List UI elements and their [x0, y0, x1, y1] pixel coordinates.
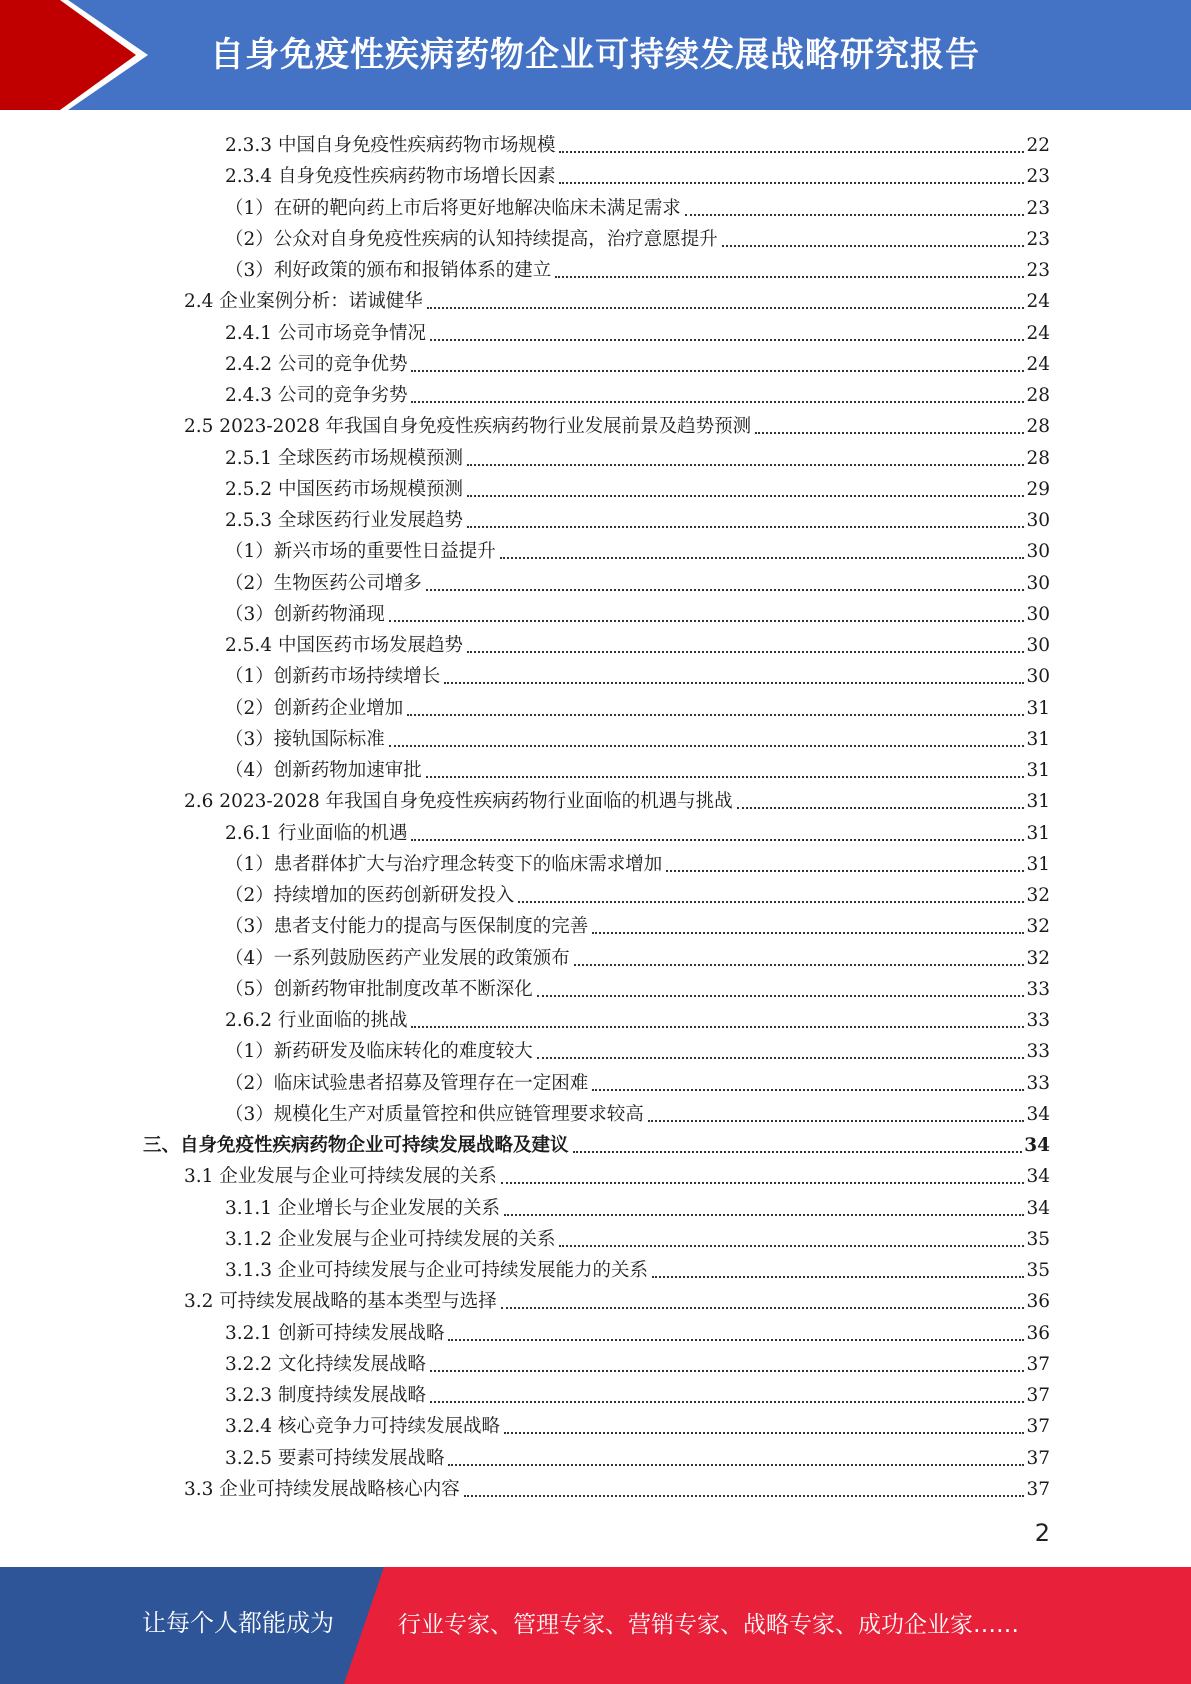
- toc-entry-page: 28: [1026, 385, 1050, 406]
- toc-dot-leader: [407, 714, 1024, 716]
- toc-entry[interactable]: [143, 1127, 1050, 1158]
- toc-entry-title: 3.2.4 核心竞争力可持续发展战略: [225, 1416, 500, 1438]
- toc-entry[interactable]: [184, 1158, 1050, 1189]
- toc-entry[interactable]: [225, 908, 1050, 939]
- toc-entry-title: （2）创新药企业增加: [225, 697, 404, 719]
- toc-entry-page: 35: [1026, 1228, 1050, 1250]
- toc-entry-page: 35: [1026, 1260, 1050, 1281]
- toc-entry-page: 37: [1026, 1353, 1050, 1375]
- toc-entry-title: 2.5.3 全球医药行业发展趋势: [225, 510, 463, 531]
- toc-entry[interactable]: [225, 846, 1050, 877]
- toc-entry-title: （3）接轨国际标准: [225, 728, 385, 750]
- toc-entry-page: 33: [1026, 1072, 1050, 1094]
- toc-entry-title: （4）创新药物加速审批: [225, 760, 422, 781]
- toc-entry-page: 33: [1026, 978, 1050, 1000]
- toc-entry-title: （3）患者支付能力的提高与医保制度的完善: [225, 916, 589, 938]
- toc-dot-leader: [430, 1401, 1024, 1403]
- toc-entry-page: 28: [1026, 416, 1050, 438]
- toc-entry-page: 24: [1026, 353, 1050, 375]
- toc-dot-leader: [501, 1307, 1025, 1309]
- toc-entry-page: 31: [1026, 760, 1050, 781]
- toc-entry-page: 30: [1026, 666, 1050, 688]
- toc-dot-leader: [411, 839, 1024, 841]
- toc-entry-title: 2.5.1 全球医药市场规模预测: [225, 447, 463, 469]
- toc-entry-title: 三、自身免疫性疾病药物企业可持续发展战略及建议: [143, 1135, 569, 1156]
- toc-entry-title: （3）利好政策的颁布和报销体系的建立: [225, 260, 552, 281]
- toc-entry-page: 32: [1026, 947, 1050, 969]
- toc-entry[interactable]: [225, 1315, 1050, 1346]
- toc-entry[interactable]: [225, 377, 1050, 408]
- toc-entry-page: 23: [1026, 260, 1050, 281]
- toc-entry-page: 34: [1026, 1166, 1050, 1188]
- toc-entry[interactable]: [225, 252, 1050, 283]
- toc-entry[interactable]: [225, 502, 1050, 533]
- toc-entry-page: 32: [1026, 916, 1050, 938]
- toc-entry[interactable]: [225, 721, 1050, 752]
- toc-entry[interactable]: [184, 408, 1050, 439]
- toc-dot-leader: [574, 964, 1025, 966]
- toc-dot-leader: [737, 807, 1025, 809]
- toc-entry-title: 2.3.4 自身免疫性疾病药物市场增长因素: [225, 166, 556, 188]
- toc-entry-page: 32: [1026, 885, 1050, 906]
- toc-dot-leader: [652, 1276, 1024, 1278]
- footer-slogan-left: 让每个人都能成为: [142, 1609, 334, 1637]
- toc-entry-page: 37: [1026, 1385, 1050, 1406]
- toc-entry[interactable]: [225, 596, 1050, 627]
- toc-dot-leader: [559, 1245, 1024, 1247]
- toc-entry[interactable]: [184, 783, 1050, 814]
- toc-entry-title: 2.6.2 行业面临的挑战: [225, 1010, 408, 1031]
- toc-entry[interactable]: [225, 127, 1050, 158]
- toc-entry-page: 30: [1026, 572, 1050, 594]
- toc-dot-leader: [559, 151, 1024, 153]
- toc-dot-leader: [559, 182, 1024, 184]
- toc-entry[interactable]: [225, 877, 1050, 908]
- toc-entry-title: 2.4.2 公司的竞争优势: [225, 353, 408, 375]
- toc-entry-title: 3.2.2 文化持续发展战略: [225, 1353, 426, 1375]
- toc-entry-title: 3.2.3 制度持续发展战略: [225, 1385, 426, 1406]
- toc-entry[interactable]: [225, 658, 1050, 689]
- toc-entry-title: 2.5 2023-2028 年我国自身免疫性疾病药物行业发展前景及趋势预测: [184, 416, 752, 438]
- toc-dot-leader: [427, 307, 1025, 309]
- toc-entry-page: 34: [1024, 1135, 1050, 1156]
- toc-entry-title: 3.3 企业可持续发展战略核心内容: [184, 1478, 460, 1500]
- toc-dot-leader: [537, 1057, 1025, 1059]
- toc-entry-title: （1）新兴市场的重要性日益提升: [225, 541, 496, 563]
- toc-dot-leader: [448, 1464, 1024, 1466]
- toc-dot-leader: [430, 1370, 1024, 1372]
- toc-entry-page: 34: [1026, 1103, 1050, 1125]
- toc-entry-page: 30: [1026, 510, 1050, 531]
- toc-entry-page: 31: [1026, 697, 1050, 719]
- page-number: 2: [1034, 1519, 1050, 1547]
- toc-entry[interactable]: [184, 283, 1050, 314]
- toc-entry-title: （2）持续增加的医药创新研发投入: [225, 885, 515, 906]
- footer-slogan-right: 行业专家、管理专家、营销专家、战略专家、成功企业家……: [398, 1612, 1019, 1638]
- toc-entry-page: 23: [1026, 166, 1050, 188]
- toc-entry-page: 30: [1026, 603, 1050, 625]
- toc-entry-title: （2）生物医药公司增多: [225, 572, 422, 594]
- toc-dot-leader: [755, 432, 1024, 434]
- toc-entry-title: 2.6 2023-2028 年我国自身免疫性疾病药物行业面临的机遇与挑战: [184, 791, 733, 813]
- toc-entry-title: （1）新药研发及临床转化的难度较大: [225, 1041, 533, 1063]
- toc-entry[interactable]: [225, 1408, 1050, 1439]
- toc-entry-page: 24: [1026, 291, 1050, 313]
- toc-entry[interactable]: [225, 565, 1050, 596]
- toc-dot-leader: [467, 526, 1024, 528]
- toc-dot-leader: [448, 1339, 1024, 1341]
- toc-entry[interactable]: [225, 627, 1050, 658]
- toc-entry[interactable]: [225, 940, 1050, 971]
- toc-entry[interactable]: [225, 158, 1050, 189]
- toc-entry[interactable]: [225, 440, 1050, 471]
- toc-entry-title: 2.4.3 公司的竞争劣势: [225, 385, 408, 406]
- toc-entry[interactable]: [184, 1471, 1050, 1502]
- toc-entry-title: （2）公众对自身免疫性疾病的认知持续提高，治疗意愿提升: [225, 228, 718, 250]
- toc-entry-title: 3.2 可持续发展战略的基本类型与选择: [184, 1291, 497, 1313]
- toc-entry-page: 33: [1026, 1010, 1050, 1031]
- toc-entry-title: 2.5.4 中国医药市场发展趋势: [225, 635, 463, 656]
- toc-dot-leader: [592, 1089, 1024, 1091]
- toc-entry-title: （1）在研的靶向药上市后将更好地解决临床未满足需求: [225, 197, 681, 219]
- toc-entry[interactable]: [225, 471, 1050, 502]
- toc-dot-leader: [426, 589, 1025, 591]
- toc-entry-page: 33: [1026, 1041, 1050, 1063]
- page-footer: [0, 1567, 1191, 1684]
- toc-entry-page: 30: [1026, 541, 1050, 563]
- toc-entry-title: 3.1.3 企业可持续发展与企业可持续发展能力的关系: [225, 1260, 648, 1281]
- report-title: 自身免疫性疾病药物企业可持续发展战略研究报告: [210, 35, 980, 75]
- toc-dot-leader: [504, 1214, 1024, 1216]
- toc-entry[interactable]: [184, 1283, 1050, 1314]
- toc-dot-leader: [467, 495, 1024, 497]
- toc-dot-leader: [430, 339, 1024, 341]
- toc-dot-leader: [666, 870, 1024, 872]
- toc-entry[interactable]: [225, 346, 1050, 377]
- toc-entry-page: 36: [1026, 1322, 1050, 1344]
- toc-entry-title: 2.3.3 中国自身免疫性疾病药物市场规模: [225, 135, 556, 156]
- toc-entry-page: 22: [1026, 135, 1050, 156]
- toc-entry-title: 2.5.2 中国医药市场规模预测: [225, 478, 463, 500]
- toc-entry-page: 23: [1026, 197, 1050, 219]
- toc-dot-leader: [537, 995, 1025, 997]
- toc-dot-leader: [555, 276, 1024, 278]
- toc-entry-title: （3）规模化生产对质量管控和供应链管理要求较高: [225, 1103, 644, 1125]
- toc-entry-title: 2.4.1 公司市场竞争情况: [225, 322, 426, 344]
- toc-entry-title: 3.2.5 要素可持续发展战略: [225, 1447, 445, 1469]
- toc-entry[interactable]: [225, 1096, 1050, 1127]
- toc-entry[interactable]: [225, 752, 1050, 783]
- toc-entry-page: 31: [1026, 728, 1050, 750]
- toc-entry-title: （4）一系列鼓励医药产业发展的政策颁布: [225, 947, 570, 969]
- toc-entry[interactable]: [225, 1377, 1050, 1408]
- toc-entry[interactable]: [225, 690, 1050, 721]
- toc-entry-page: 36: [1026, 1291, 1050, 1313]
- toc-entry-page: 24: [1026, 322, 1050, 344]
- toc-dot-leader: [467, 651, 1024, 653]
- toc-entry-page: 23: [1026, 228, 1050, 250]
- toc-entry-title: （1）创新药市场持续增长: [225, 666, 441, 688]
- toc-dot-leader: [685, 214, 1025, 216]
- toc-dot-leader: [411, 370, 1024, 372]
- toc-entry[interactable]: [225, 1002, 1050, 1033]
- toc-entry-page: 31: [1026, 822, 1050, 844]
- toc-entry-page: 29: [1026, 478, 1050, 500]
- toc-entry[interactable]: [225, 815, 1050, 846]
- toc-entry[interactable]: [225, 1190, 1050, 1221]
- toc-entry-page: 30: [1026, 635, 1050, 656]
- toc-entry[interactable]: [225, 221, 1050, 252]
- toc-dot-leader: [592, 932, 1024, 934]
- toc-entry-title: （2）临床试验患者招募及管理存在一定困难: [225, 1072, 589, 1094]
- toc-entry-title: 3.1 企业发展与企业可持续发展的关系: [184, 1166, 497, 1188]
- toc-dot-leader: [722, 245, 1025, 247]
- toc-dot-leader: [411, 1026, 1024, 1028]
- toc-entry-page: 28: [1026, 447, 1050, 469]
- toc-entry[interactable]: [225, 1252, 1050, 1283]
- toc-entry[interactable]: [225, 315, 1050, 346]
- toc-entry-title: （1）患者群体扩大与治疗理念转变下的临床需求增加: [225, 853, 663, 875]
- toc-entry-page: 31: [1026, 791, 1050, 813]
- toc-entry[interactable]: [225, 1440, 1050, 1471]
- toc-dot-leader: [504, 1432, 1024, 1434]
- toc-entry-page: 31: [1026, 853, 1050, 875]
- toc-dot-leader: [389, 620, 1025, 622]
- toc-entry-title: 2.4 企业案例分析：诺诚健华: [184, 291, 423, 313]
- toc-dot-leader: [648, 1120, 1025, 1122]
- toc-entry[interactable]: [225, 533, 1050, 564]
- toc-entry-title: （5）创新药物审批制度改革不断深化: [225, 978, 533, 1000]
- toc-entry-title: 3.2.1 创新可持续发展战略: [225, 1322, 445, 1344]
- toc-entry-page: 37: [1026, 1416, 1050, 1438]
- toc-dot-leader: [573, 1151, 1023, 1153]
- toc-entry[interactable]: [225, 1065, 1050, 1096]
- toc-dot-leader: [444, 682, 1024, 684]
- toc-dot-leader: [411, 401, 1024, 403]
- toc-dot-leader: [500, 557, 1025, 559]
- toc-dot-leader: [426, 776, 1025, 778]
- toc-entry-page: 37: [1026, 1447, 1050, 1469]
- toc-dot-leader: [518, 901, 1024, 903]
- toc-entry[interactable]: [225, 1033, 1050, 1064]
- toc-entry[interactable]: [225, 190, 1050, 221]
- toc-dot-leader: [389, 745, 1025, 747]
- toc-entry-title: 3.1.2 企业发展与企业可持续发展的关系: [225, 1228, 556, 1250]
- toc-entry-title: （3）创新药物涌现: [225, 603, 385, 625]
- toc-entry[interactable]: [225, 1221, 1050, 1252]
- toc-entry-title: 3.1.1 企业增长与企业发展的关系: [225, 1197, 500, 1219]
- toc-dot-leader: [467, 464, 1024, 466]
- page-header: [0, 0, 1191, 110]
- toc-entry-page: 34: [1026, 1197, 1050, 1219]
- toc-dot-leader: [464, 1495, 1025, 1497]
- toc-entry-title: 2.6.1 行业面临的机遇: [225, 822, 408, 844]
- toc-entry-page: 37: [1026, 1478, 1050, 1500]
- toc-entry[interactable]: [225, 971, 1050, 1002]
- toc-entry[interactable]: [225, 1346, 1050, 1377]
- toc-dot-leader: [501, 1182, 1025, 1184]
